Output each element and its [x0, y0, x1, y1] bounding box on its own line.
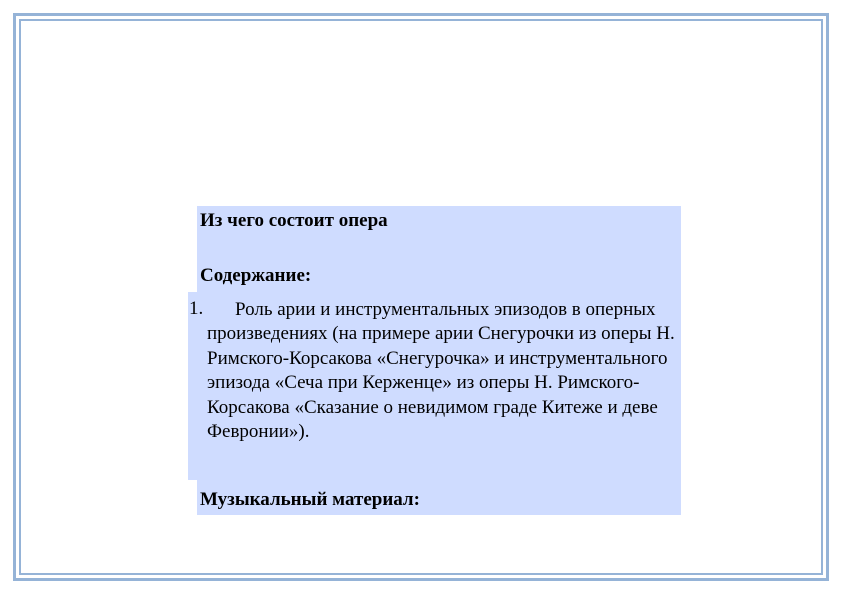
music-material-heading: Музыкальный материал:	[200, 489, 420, 510]
list-item-text: Роль арии и инструментальных эпизодов в оперных произведениях (на примере арии Снегурочки из оперы Н. Римского-Корсакова «Снегурочка» и инструментального эпизода «Сеча при Керженце» из оперы Н. Римского-Корсакова «Сказание о невидимом граде Китеже и деве Февронии»).	[207, 299, 675, 443]
lesson-title: Из чего состоит опера	[200, 210, 388, 231]
contents-heading: Содержание:	[200, 265, 312, 286]
list-item-number: 1.	[189, 298, 204, 319]
list-number-highlight	[188, 292, 200, 480]
